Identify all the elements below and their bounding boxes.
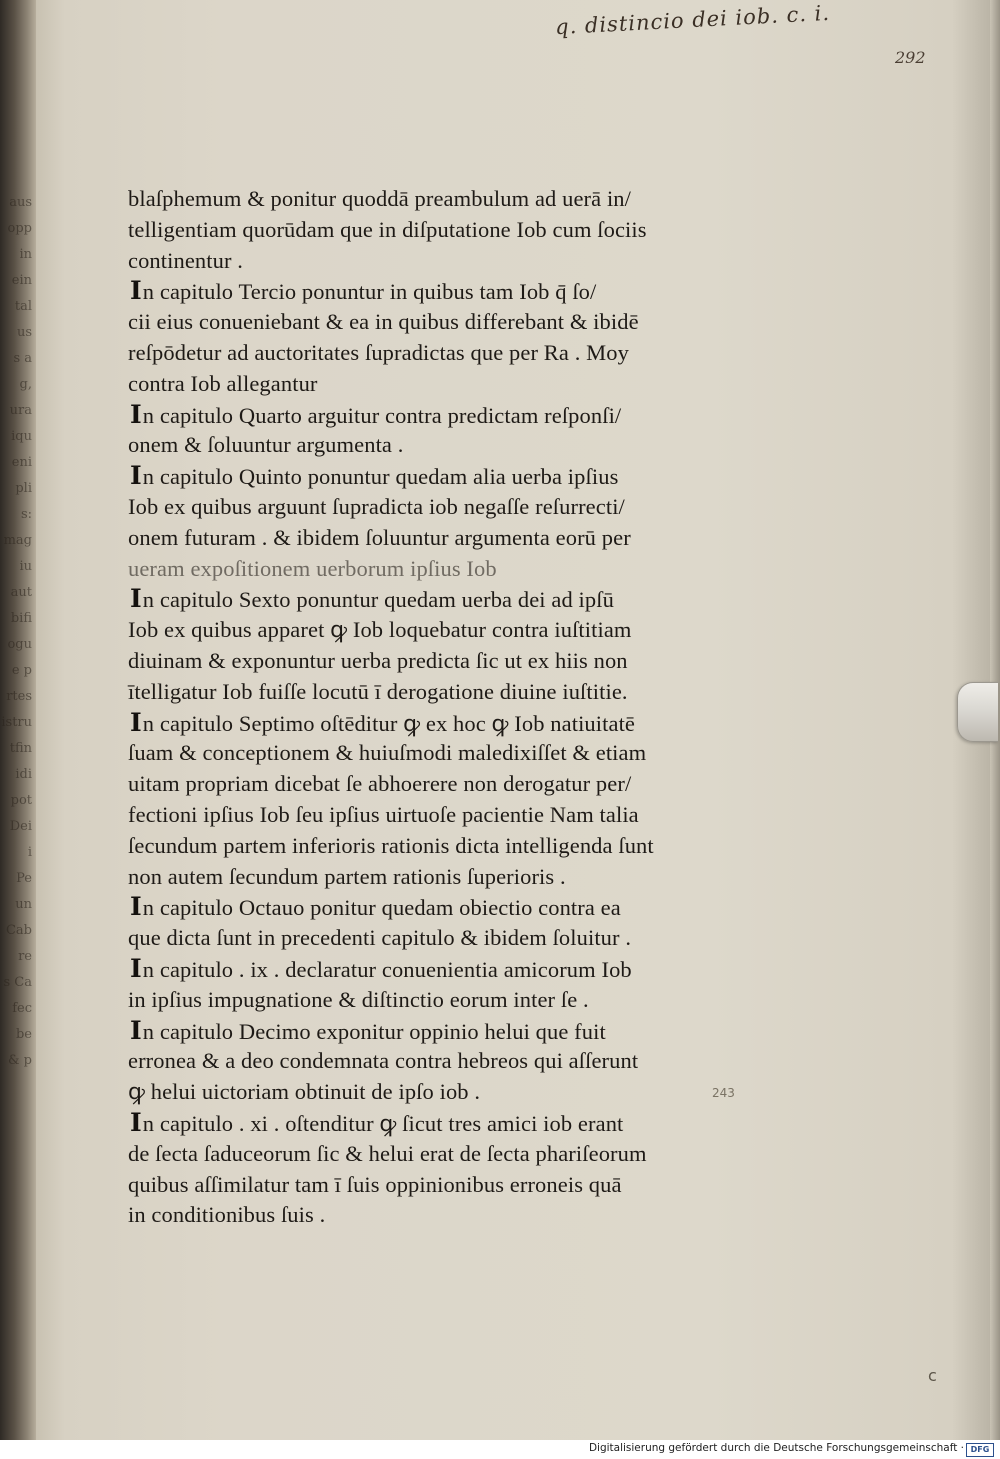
text-line-content: de ſecta ſaduceorum ſic & helui erat de ſecta phariſeorum bbox=[128, 1140, 647, 1166]
text-line-content: n capitulo Decimo exponitur oppinio helui que fuit bbox=[142, 1018, 606, 1044]
text-line-content: contra Iob allegantur bbox=[128, 370, 318, 396]
text-line bbox=[128, 862, 728, 893]
spine-fragment: us bbox=[16, 325, 32, 340]
spine-fragment: ogu bbox=[7, 637, 32, 652]
text-line bbox=[128, 708, 728, 739]
spine-fragment: un bbox=[15, 897, 32, 912]
text-line bbox=[128, 800, 728, 831]
pencil-page-number: 243 bbox=[712, 1086, 735, 1100]
spine-fragment: bifi bbox=[10, 611, 32, 626]
text-line bbox=[128, 923, 728, 954]
text-line-content: reſpōdetur ad auctoritates ſupradictas que per Ra . Moy bbox=[128, 339, 629, 365]
chapter-initial: I bbox=[130, 892, 142, 922]
spine-fragment: e p bbox=[11, 663, 32, 678]
text-line-content: in conditionibus ſuis . bbox=[128, 1202, 326, 1228]
spine-fragment: aus bbox=[9, 195, 32, 210]
corner-mark: c bbox=[928, 1366, 937, 1385]
text-line bbox=[128, 215, 728, 246]
spine-fragment: rtes bbox=[6, 689, 32, 704]
text-line bbox=[128, 615, 728, 646]
text-line-content: quibus aſſimilatur tam ī ſuis oppinionibus erroneis quā bbox=[128, 1171, 622, 1197]
spine-fragment: ura bbox=[9, 403, 32, 418]
chapter-initial: I bbox=[130, 953, 142, 983]
text-line-content: Iob ex quibus apparet ꝙ Iob loquebatur contra iuſtitiam bbox=[128, 617, 632, 643]
text-line-content: n capitulo . xi . oſtenditur ꝙ ſicut tres amici iob erant bbox=[142, 1110, 624, 1136]
text-line-content: non autem ſecundum partem rationis ſuperioris . bbox=[128, 863, 566, 889]
text-line-content: fectioni ipſius Iob ſeu ipſius uirtuoſe pacientie Nam talia bbox=[128, 801, 639, 827]
spine-fragment: i bbox=[27, 845, 32, 860]
text-line bbox=[128, 338, 728, 369]
spine-text-fragments bbox=[0, 190, 34, 1074]
spine-fragment: fec bbox=[12, 1001, 32, 1016]
spine-fragment: ein bbox=[11, 273, 32, 288]
spine-fragment: pot bbox=[10, 793, 32, 808]
text-line bbox=[128, 1077, 728, 1108]
text-line-content: continentur . bbox=[128, 247, 244, 273]
spine-fragment: & p bbox=[7, 1053, 32, 1068]
text-line-content: onem & ſoluuntur argumenta . bbox=[128, 432, 404, 458]
text-line-content: telligentiam quorūdam que in diſputatione Iob cum ſociis bbox=[128, 216, 647, 242]
spine-fragment: istru bbox=[1, 715, 32, 730]
spine-fragment: s a bbox=[13, 351, 32, 366]
footer-bar bbox=[0, 1440, 1000, 1459]
spine-fragment: tal bbox=[14, 299, 32, 314]
text-line bbox=[128, 461, 728, 492]
chapter-initial: I bbox=[130, 707, 142, 737]
text-line bbox=[128, 1139, 728, 1170]
text-line bbox=[128, 1170, 728, 1201]
spine-fragment: iqu bbox=[11, 429, 32, 444]
spine-fragment: be bbox=[15, 1027, 32, 1042]
spine-fragment: iu bbox=[19, 559, 32, 574]
text-line bbox=[128, 1108, 728, 1139]
text-line-content: n capitulo Septimo oſtēditur ꝙ ex hoc ꝙ Iob natiuitatē bbox=[142, 710, 636, 736]
handwritten-annotation: q. distincio dei iob. c. i. bbox=[554, 0, 831, 40]
spine-fragment: aut bbox=[10, 585, 32, 600]
chapter-initial: I bbox=[130, 276, 142, 306]
text-line-content: n capitulo Quarto arguitur contra predictam reſponſi/ bbox=[142, 402, 622, 428]
text-line-content: n capitulo Octauo ponitur quedam obiectio contra ea bbox=[142, 895, 621, 921]
text-line-content: ueram expoſitionem uerborum ipſius Iob bbox=[128, 555, 497, 581]
text-line-content: ſecundum partem inferioris rationis dicta intelligenda ſunt bbox=[128, 832, 654, 858]
text-line-content: erronea & a deo condemnata contra hebreos qui aſſerunt bbox=[128, 1048, 639, 1074]
text-line-content: blaſphemum & ponitur quoddā preambulum ad uerā in/ bbox=[128, 186, 632, 211]
text-line bbox=[128, 677, 728, 708]
dfg-logo: DFG bbox=[966, 1443, 994, 1457]
adjacent-page-spine bbox=[0, 0, 36, 1440]
text-line bbox=[128, 1016, 728, 1047]
text-line bbox=[128, 584, 728, 615]
text-line bbox=[128, 892, 728, 923]
spine-fragment: pli bbox=[15, 481, 32, 496]
spine-fragment: s Ca bbox=[3, 975, 32, 990]
chapter-initial: I bbox=[130, 1107, 142, 1137]
spine-fragment: tfin bbox=[9, 741, 32, 756]
text-line-content: cii eius conueniebant & ea in quibus differebant & ibidē bbox=[128, 309, 639, 335]
spine-fragment: re bbox=[18, 949, 32, 964]
text-line-content: n capitulo Sexto ponuntur quedam uerba dei ad ipſū bbox=[142, 587, 614, 613]
text-line bbox=[128, 400, 728, 431]
text-line-content: diuinam & exponuntur uerba predicta ſic ut ex hiis non bbox=[128, 647, 628, 673]
spine-fragment: Dei bbox=[9, 819, 32, 834]
chapter-initial: I bbox=[130, 1015, 142, 1045]
text-line bbox=[128, 492, 728, 523]
text-line bbox=[128, 184, 728, 215]
text-line-content: ītelligatur Iob fuiſſe locutū ī derogatione diuine iuſtitie. bbox=[128, 678, 628, 704]
text-line-content: Iob ex quibus arguunt ſupradicta iob negaſſe reſurrecti/ bbox=[128, 493, 625, 519]
folio-number: 292 bbox=[895, 48, 926, 67]
text-line bbox=[128, 369, 728, 400]
spine-fragment: idi bbox=[15, 767, 32, 782]
page-clip bbox=[957, 682, 998, 742]
chapter-initial: I bbox=[130, 461, 142, 491]
printed-text-block bbox=[128, 184, 728, 1231]
chapter-initial: I bbox=[130, 584, 142, 614]
spine-fragment: in bbox=[19, 247, 32, 262]
text-line-content: n capitulo . ix . declaratur conuenientia amicorum Iob bbox=[142, 956, 632, 982]
spine-fragment: Cab bbox=[5, 923, 32, 938]
text-line bbox=[128, 1200, 728, 1231]
text-line-content: onem futuram . & ibidem ſoluuntur argumenta eorū per bbox=[128, 524, 631, 550]
text-line bbox=[128, 1046, 728, 1077]
spine-fragment: s: bbox=[20, 507, 32, 522]
text-line bbox=[128, 954, 728, 985]
spine-fragment: eni bbox=[11, 455, 32, 470]
text-line bbox=[128, 523, 728, 554]
text-line-content: ſuam & conceptionem & huiuſmodi maledixiſſet & etiam bbox=[128, 740, 647, 766]
spine-fragment: mag bbox=[3, 533, 32, 548]
text-line-content: que dicta ſunt in precedenti capitulo & ibidem ſoluitur . bbox=[128, 925, 632, 951]
text-line bbox=[128, 307, 728, 338]
text-line bbox=[128, 769, 728, 800]
text-line bbox=[128, 276, 728, 307]
funding-notice: Digitalisierung gefördert durch die Deutsche Forschungsgemeinschaft · bbox=[588, 1442, 964, 1454]
spine-fragment: opp bbox=[7, 221, 32, 236]
text-line-content: ꝙ helui uictoriam obtinuit de ipſo iob . bbox=[128, 1079, 481, 1105]
text-line-content: n capitulo Tercio ponuntur in quibus tam Iob q̄ ſo/ bbox=[142, 279, 597, 305]
chapter-initial: I bbox=[130, 399, 142, 429]
text-line bbox=[128, 738, 728, 769]
text-line bbox=[128, 554, 728, 585]
text-line bbox=[128, 246, 728, 277]
spine-fragment: g, bbox=[19, 377, 32, 392]
text-line bbox=[128, 646, 728, 677]
text-line bbox=[128, 985, 728, 1016]
text-line bbox=[128, 831, 728, 862]
text-line-content: uitam propriam dicebat ſe abhoerere non derogatur per/ bbox=[128, 771, 632, 797]
text-line-content: in ipſius impugnatione & diſtinctio eorum inter ſe . bbox=[128, 986, 589, 1012]
text-line-content: n capitulo Quinto ponuntur quedam alia uerba ipſius bbox=[142, 464, 619, 490]
spine-fragment: Pe bbox=[16, 871, 32, 886]
text-line bbox=[128, 430, 728, 461]
